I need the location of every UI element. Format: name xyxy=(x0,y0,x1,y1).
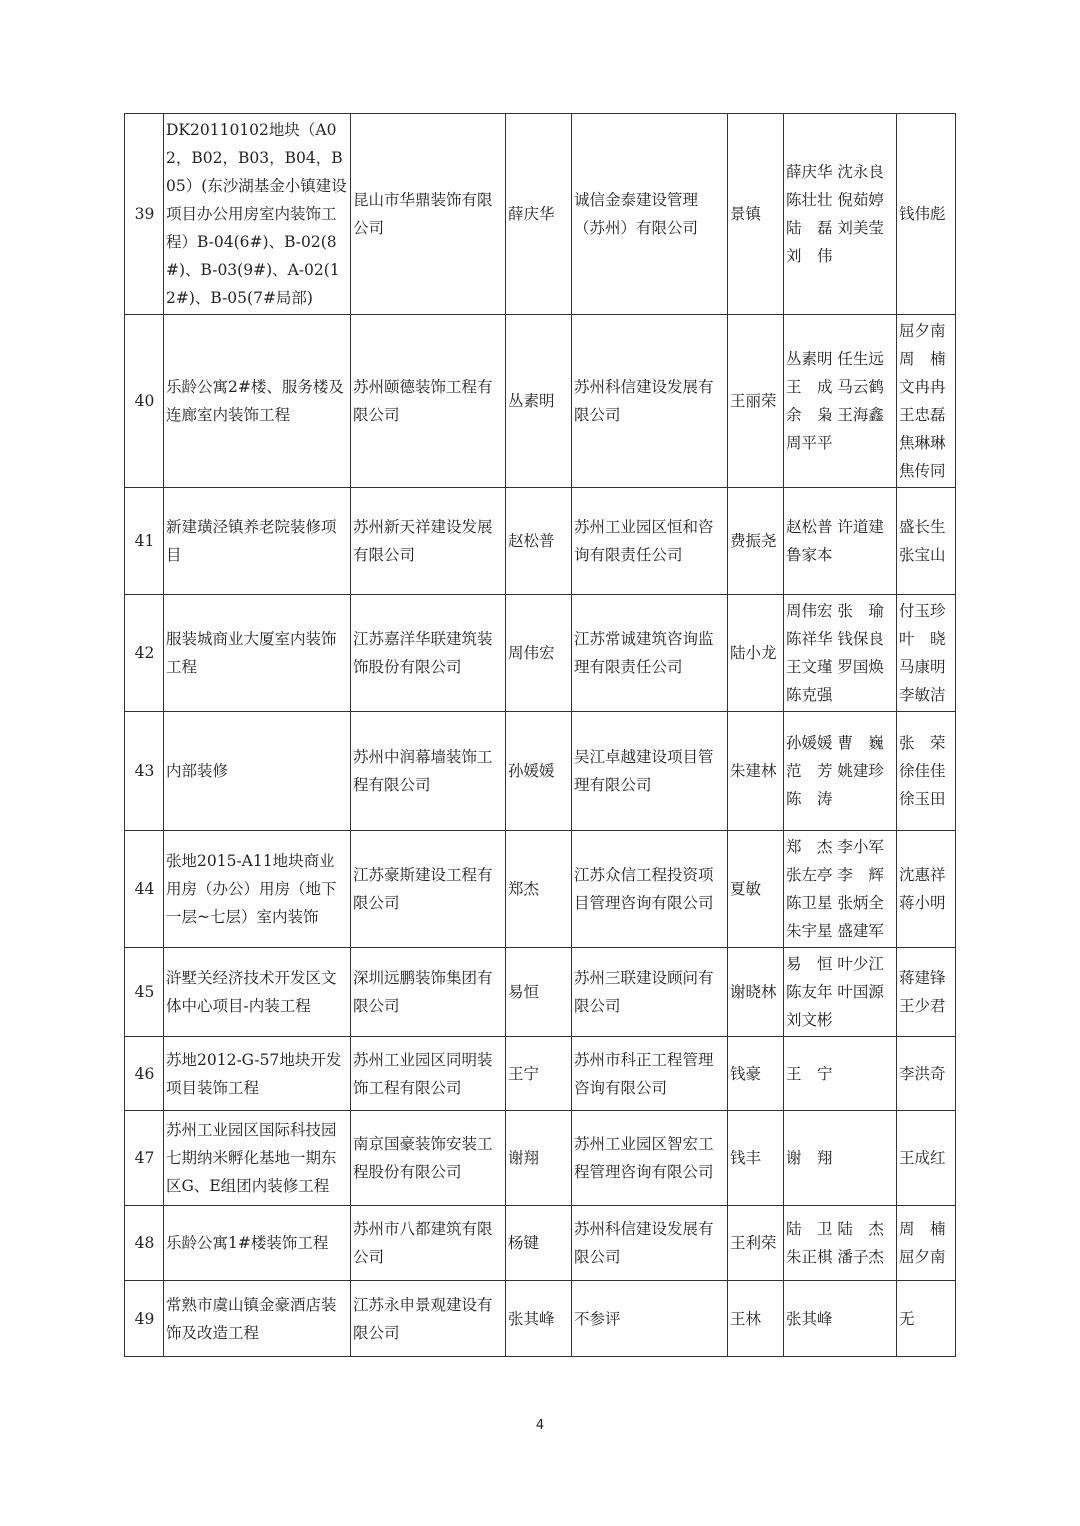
row-number: 39 xyxy=(125,114,164,315)
row-number: 44 xyxy=(125,831,164,948)
chief-supervisor-cell: 夏敏 xyxy=(728,831,784,948)
other-members-cell: 王成红 xyxy=(897,1111,956,1206)
project-manager-cell: 薛庆华 xyxy=(506,114,572,315)
project-name-cell: 内部装修 xyxy=(164,712,351,831)
contractor-cell: 苏州市八都建筑有限公司 xyxy=(351,1206,506,1281)
chief-supervisor-cell: 王林 xyxy=(728,1281,784,1357)
table-body xyxy=(125,114,956,1357)
table-row xyxy=(125,595,956,712)
other-members-cell: 付玉珍 叶 晓 马康明 李敏洁 xyxy=(897,595,956,712)
contractor-cell: 昆山市华鼎装饰有限公司 xyxy=(351,114,506,315)
project-manager-cell: 易恒 xyxy=(506,948,572,1037)
project-manager-cell: 杨键 xyxy=(506,1206,572,1281)
row-number: 49 xyxy=(125,1281,164,1357)
project-name-cell: 张地2015-A11地块商业用房（办公）用房（地下一层~七层）室内装饰 xyxy=(164,831,351,948)
table-row xyxy=(125,1037,956,1111)
project-manager-cell: 赵松普 xyxy=(506,488,572,595)
project-name-cell: 新建璜泾镇养老院装修项目 xyxy=(164,488,351,595)
supervision-company-cell: 苏州科信建设发展有限公司 xyxy=(572,1206,728,1281)
other-members-cell: 蒋建锋 王少君 xyxy=(897,948,956,1037)
team-members-cell: 周伟宏 张 瑜 陈祥华 钱保良 王文瑾 罗国焕 陈克强 xyxy=(784,595,897,712)
table-row xyxy=(125,488,956,595)
other-members-cell: 李洪奇 xyxy=(897,1037,956,1111)
chief-supervisor-cell: 谢晓林 xyxy=(728,948,784,1037)
contractor-cell: 深圳远鹏装饰集团有限公司 xyxy=(351,948,506,1037)
team-members-cell: 赵松普 许道建 鲁家本 xyxy=(784,488,897,595)
contractor-cell: 江苏永申景观建设有限公司 xyxy=(351,1281,506,1357)
project-manager-cell: 谢翔 xyxy=(506,1111,572,1206)
chief-supervisor-cell: 钱豪 xyxy=(728,1037,784,1111)
page-number: 4 xyxy=(535,1418,545,1433)
supervision-company-cell: 江苏众信工程投资项目管理咨询有限公司 xyxy=(572,831,728,948)
supervision-company-cell: 江苏常诚建筑咨询监理有限责任公司 xyxy=(572,595,728,712)
team-members-cell: 孙媛媛 曹 巍 范 芳 姚建珍 陈 涛 xyxy=(784,712,897,831)
supervision-company-cell: 诚信金泰建设管理（苏州）有限公司 xyxy=(572,114,728,315)
chief-supervisor-cell: 王利荣 xyxy=(728,1206,784,1281)
team-members-cell: 谢 翔 xyxy=(784,1111,897,1206)
project-name-cell: DK20110102地块（A02，B02，B03，B04，B05）(东沙湖基金小镇建设项目办公用房室内装饰工程）B-04(6#)、B-02(8#)、B-03(9#)、A-02(12#)、B-05(7#局部) xyxy=(164,114,351,315)
table-row xyxy=(125,315,956,488)
supervision-company-cell: 吴江卓越建设项目管理有限公司 xyxy=(572,712,728,831)
other-members-cell: 盛长生 张宝山 xyxy=(897,488,956,595)
contractor-cell: 苏州颐德装饰工程有限公司 xyxy=(351,315,506,488)
chief-supervisor-cell: 陆小龙 xyxy=(728,595,784,712)
other-members-cell: 无 xyxy=(897,1281,956,1357)
row-number: 48 xyxy=(125,1206,164,1281)
row-number: 43 xyxy=(125,712,164,831)
chief-supervisor-cell: 王丽荣 xyxy=(728,315,784,488)
project-manager-cell: 丛素明 xyxy=(506,315,572,488)
team-members-cell: 张其峰 xyxy=(784,1281,897,1357)
table-row xyxy=(125,1206,956,1281)
contractor-cell: 苏州中润幕墙装饰工程有限公司 xyxy=(351,712,506,831)
table-row xyxy=(125,1281,956,1357)
other-members-cell: 周 楠 屈夕南 xyxy=(897,1206,956,1281)
row-number: 41 xyxy=(125,488,164,595)
contractor-cell: 江苏豪斯建设工程有限公司 xyxy=(351,831,506,948)
chief-supervisor-cell: 朱建林 xyxy=(728,712,784,831)
chief-supervisor-cell: 费振尧 xyxy=(728,488,784,595)
project-manager-cell: 周伟宏 xyxy=(506,595,572,712)
row-number: 40 xyxy=(125,315,164,488)
project-manager-cell: 王宁 xyxy=(506,1037,572,1111)
contractor-cell: 苏州新天祥建设发展有限公司 xyxy=(351,488,506,595)
supervision-company-cell: 不参评 xyxy=(572,1281,728,1357)
contractor-cell: 南京国豪装饰安装工程股份有限公司 xyxy=(351,1111,506,1206)
supervision-company-cell: 苏州三联建设顾问有限公司 xyxy=(572,948,728,1037)
row-number: 45 xyxy=(125,948,164,1037)
other-members-cell: 沈惠祥 蒋小明 xyxy=(897,831,956,948)
team-members-cell: 易 恒 叶少江 陈友年 叶国源 刘文彬 xyxy=(784,948,897,1037)
team-members-cell: 陆 卫 陆 杰 朱正棋 潘子杰 xyxy=(784,1206,897,1281)
table-row xyxy=(125,114,956,315)
contractor-cell: 江苏嘉洋华联建筑装饰股份有限公司 xyxy=(351,595,506,712)
project-name-cell: 苏地2012-G-57地块开发项目装饰工程 xyxy=(164,1037,351,1111)
other-members-cell: 张 荣 徐佳佳 徐玉田 xyxy=(897,712,956,831)
team-members-cell: 薛庆华 沈永良 陈壮壮 倪茹婷 陆 磊 刘美莹 刘 伟 xyxy=(784,114,897,315)
project-name-cell: 乐龄公寓1#楼装饰工程 xyxy=(164,1206,351,1281)
project-manager-cell: 张其峰 xyxy=(506,1281,572,1357)
project-name-cell: 苏州工业园区国际科技园七期纳米孵化基地一期东区G、E组团内装修工程 xyxy=(164,1111,351,1206)
table-row xyxy=(125,1111,956,1206)
row-number: 42 xyxy=(125,595,164,712)
other-members-cell: 钱伟彪 xyxy=(897,114,956,315)
project-name-cell: 浒墅关经济技术开发区文体中心项目-内装工程 xyxy=(164,948,351,1037)
table-row xyxy=(125,948,956,1037)
supervision-company-cell: 苏州科信建设发展有限公司 xyxy=(572,315,728,488)
row-number: 47 xyxy=(125,1111,164,1206)
project-manager-cell: 郑杰 xyxy=(506,831,572,948)
supervision-company-cell: 苏州市科正工程管理咨询有限公司 xyxy=(572,1037,728,1111)
table-row xyxy=(125,831,956,948)
project-manager-cell: 孙媛媛 xyxy=(506,712,572,831)
chief-supervisor-cell: 景镇 xyxy=(728,114,784,315)
table-row xyxy=(125,712,956,831)
contractor-cell: 苏州工业园区同明装饰工程有限公司 xyxy=(351,1037,506,1111)
chief-supervisor-cell: 钱丰 xyxy=(728,1111,784,1206)
team-members-cell: 王 宁 xyxy=(784,1037,897,1111)
other-members-cell: 屈夕南 周 楠 文冉冉 王忠磊 焦琳琳 焦传同 xyxy=(897,315,956,488)
supervision-company-cell: 苏州工业园区恒和咨询有限责任公司 xyxy=(572,488,728,595)
project-name-cell: 常熟市虞山镇金豪酒店装饰及改造工程 xyxy=(164,1281,351,1357)
supervision-company-cell: 苏州工业园区智宏工程管理咨询有限公司 xyxy=(572,1111,728,1206)
team-members-cell: 丛素明 任生远 王 成 马云鹤 余 枭 王海鑫 周平平 xyxy=(784,315,897,488)
records-table xyxy=(124,113,956,1357)
row-number: 46 xyxy=(125,1037,164,1111)
team-members-cell: 郑 杰 李小军 张左亭 李 辉 陈卫星 张炳全 朱宇星 盛建军 xyxy=(784,831,897,948)
project-name-cell: 乐龄公寓2#楼、服务楼及连廊室内装饰工程 xyxy=(164,315,351,488)
project-name-cell: 服装城商业大厦室内装饰工程 xyxy=(164,595,351,712)
